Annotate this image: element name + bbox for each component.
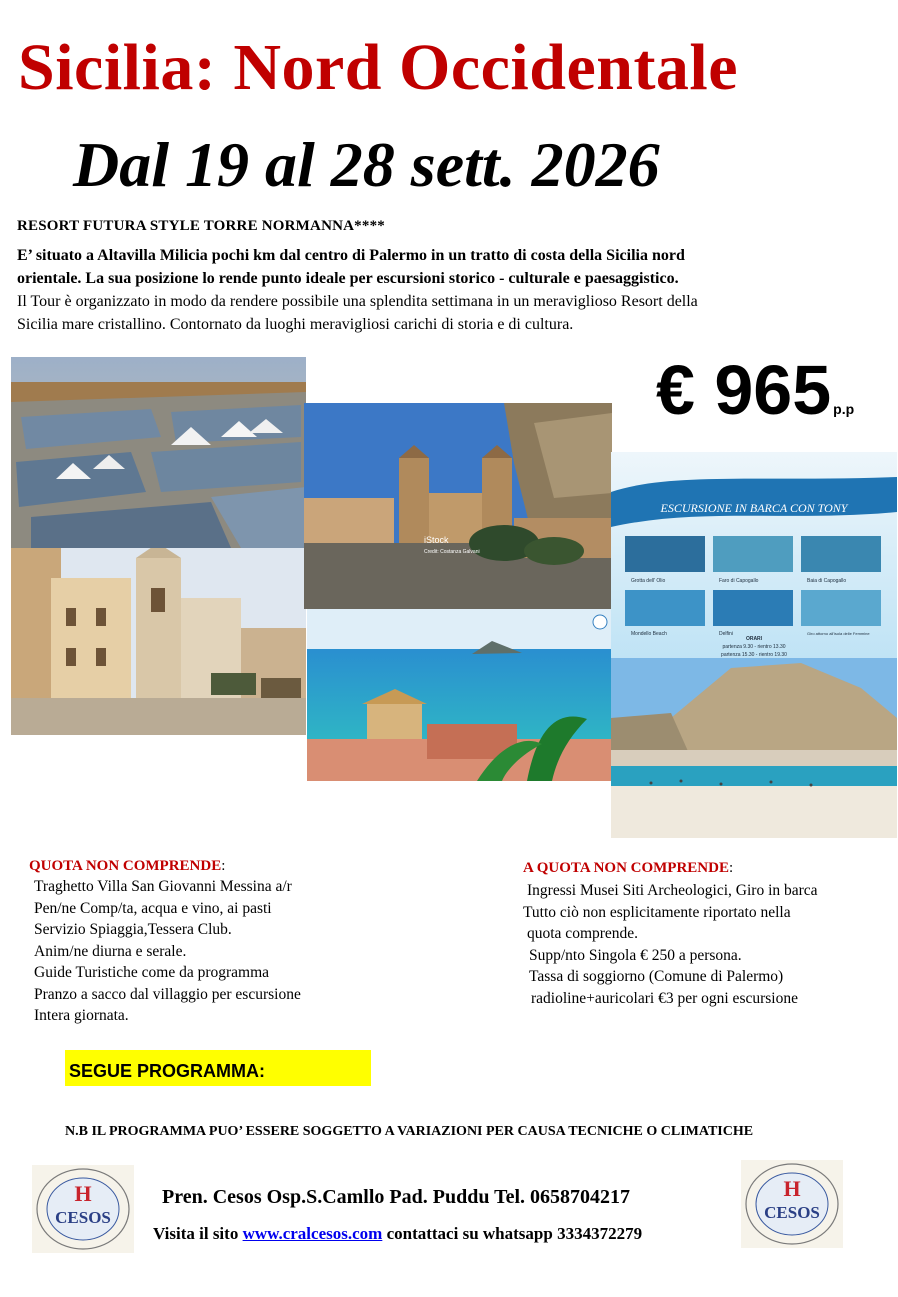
list-item: Tutto ciò non esplicitamente riportato nella [523,903,791,921]
boat-time: partenza 15.30 - rientro 19.30 [721,652,787,658]
list-item: Servizio Spiaggia,Tessera Club. [34,921,232,938]
boat-spot-label: Giro attorno all'isola delle Femmine [807,631,870,636]
description-line: E’ situato a Altavilla Milicia pochi km dal centro di Palermo in un tratto di costa della Sicilia nord [17,247,685,264]
booking-contact: Pren. Cesos Osp.S.Camllo Pad. Puddu Tel. 0658704217 [162,1186,631,1208]
segue-programma-highlight [65,1050,371,1086]
nb-disclaimer: N.B IL PROGRAMMA PUO’ ESSERE SOGGETTO A VARIAZIONI PER CAUSA TECNICHE O CLIMATICHE [65,1124,754,1139]
boat-spot-label: Grotta dell' Olio [631,578,666,584]
not-included-left [29,857,301,1027]
not-included-left-title: QUOTA NON COMPRENDE [29,858,222,874]
description-line: Il Tour è organizzato in modo da rendere possibile una splendita settimana in un meraviglioso Resort della [17,293,698,310]
list-item: quota comprende. [527,925,639,942]
list-item: Tassa di soggiorno (Comune di Palermo) [529,968,784,985]
list-item: Intera giornata. [34,1007,129,1024]
list-item: Guide Turistiche come da programma [34,964,270,981]
colon: : [728,860,734,876]
list-item: radioline+auricolari €3 per ogni escursione [531,989,798,1007]
website-link[interactable]: www.cralcesos.com [242,1224,383,1243]
colon: : [221,858,226,874]
not-included-right [523,859,818,1009]
list-item: Traghetto Villa San Giovanni Messina a/r [34,878,292,895]
visit-prefix: Visita il sito [153,1224,243,1243]
boat-times-title: ORARI [745,636,763,642]
logo-letter: H [783,1176,801,1201]
list-item: Ingressi Musei Siti Archeologici, Giro in barca [527,882,818,899]
description-line: orientale. La sua posizione lo rende punto ideale per escursioni storico - culturale e paesaggistico. [17,270,679,287]
list-item: Pranzo a sacco dal villaggio per escursione [34,985,301,1003]
salt-pans-photo [11,357,306,548]
not-included-right-title: A QUOTA NON COMPRENDE [523,860,729,876]
segue-programma-label: SEGUE PROGRAMMA: [69,1061,266,1081]
list-item: Anim/ne diurna e serale. [34,942,187,960]
boat-time: partenza 9.30 - rientro 13.30 [722,644,786,650]
boat-spot-label: Baia di Capogallo [807,578,847,584]
old-town-photo [11,548,306,735]
list-item: Pen/ne Comp/ta, acqua e vino, ai pasti [34,899,272,917]
photo-credit: Credit: Costanza Galvani [424,549,480,555]
cathedral-square-photo [304,403,612,609]
boat-spot-label: Faro di Capogallo [719,578,759,584]
price-tag [656,350,854,430]
resort-name: RESORT FUTURA STYLE TORRE NORMANNA**** [17,218,385,234]
price-unit: p.p [833,401,855,417]
boat-flyer-title: ESCURSIONE IN BARCA CON TONY [660,501,848,515]
not-included-right-list [523,880,818,1009]
trip-dates: Dal 19 al 28 sett. 2026 [73,129,660,200]
resort-description-bold [17,244,887,290]
list-item: Supp/nto Singola € 250 a persona. [529,946,742,964]
page-title: Sicilia: Nord Occidentale [18,31,739,104]
cesos-logo-right [741,1160,843,1248]
boat-spot-label: Mondello Beach [631,631,667,637]
whatsapp-contact: contattaci su whatsapp 3334372279 [382,1224,643,1243]
logo-name: CESOS [55,1208,111,1227]
resort-description [17,290,887,336]
description-line: Sicilia mare cristallino. Contornato da luoghi meravigliosi carichi di storia e di cultura. [17,316,574,333]
logo-letter: H [74,1181,92,1206]
website-line [153,1224,642,1244]
price-amount: € 965 [656,351,832,429]
boat-excursion-flyer [611,452,897,660]
boat-spot-label: Delfini [719,631,733,637]
beach-photo [611,658,897,838]
not-included-left-list [34,876,301,1027]
istock-watermark: iStock [424,535,449,545]
logo-name: CESOS [764,1203,820,1222]
sea-island-photo [307,609,612,781]
cesos-logo-left [32,1165,134,1253]
